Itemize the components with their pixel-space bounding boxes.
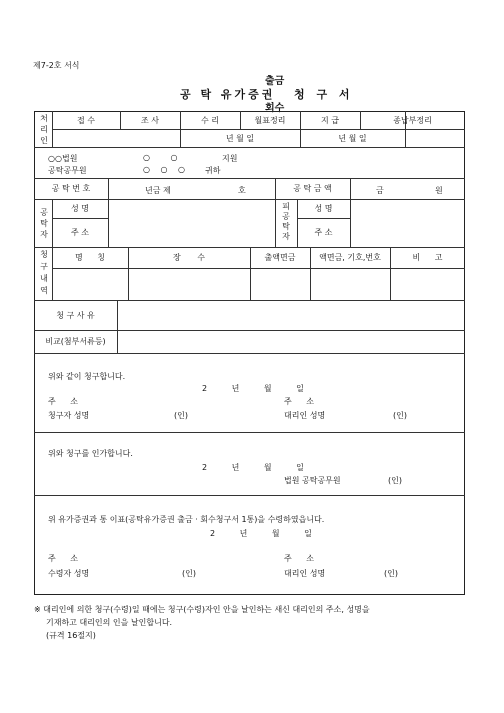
deposit-amount-label: 공 탁 금 액 [293,184,332,193]
footnote-line-3: (규격 16절지) [46,631,96,640]
divider [350,199,351,247]
receiver-agent-seal: (인) [384,569,398,578]
receiver-name-label: 수령자 성명 [48,569,90,578]
depositor-name-label: 성 명 [71,204,89,213]
deposit-number-label: 공 탁 번 호 [51,184,91,193]
branch-label: 지원 [222,154,238,163]
claim-reason-label: 청 구 사 유 [56,310,95,320]
title-main-left: 공 탁 유가증권 [180,88,276,101]
claimant-seal: (인) [174,411,188,420]
deposit-amount-suffix: 원 [435,186,443,195]
divider [117,300,118,353]
footnote [34,603,474,642]
header-receipt: 접 수 [77,115,95,125]
claim-date: 2 년 월 일 [202,384,304,393]
divider [34,432,465,433]
header-inspection: 조 사 [141,115,159,125]
receiver-seal: (인) [182,569,196,578]
deposited-party-address-label: 주 소 [314,228,333,237]
deposit-amount-prefix: 금 [376,186,384,195]
claim-header-remarks: 비 고 [412,253,443,262]
claimant-name-label: 청구자 성명 [48,411,90,420]
claim-header-face-value: 출액면금 [264,253,296,262]
divider [108,178,109,199]
receipt-statement: 위 유가증권과 통 이표(공탁유가증권 출금 · 회수청구서 1통)을 수령하였읍니다. [48,515,325,524]
court-name: ○○법원 [48,154,78,163]
footnote-line-2: 기재하고 대리인의 인을 날인합니다. [46,618,173,627]
claim-header-count: 장 수 [173,253,205,262]
approval-statement: 위와 청구를 인가합니다. [48,449,133,458]
official-label: 공탁공무원 [48,166,87,175]
header-monthly: 월표정리 [254,115,286,125]
processing-side-label: 처 리 인 [40,114,48,145]
receiver-agent-name-label: 대리인 성명 [284,569,326,578]
receipt-date: 2 년 월 일 [210,529,312,538]
divider [34,495,465,496]
title-top: 출금 [265,76,285,87]
divider [275,199,276,247]
receiver-address-label: 주 소 [48,554,78,563]
deposit-number-suffix: 호 [238,186,246,195]
claimant-agent-seal: (인) [393,411,407,420]
title-bottom: 회수 [265,103,285,114]
court-circles: ○ ○ [143,153,178,162]
claim-statement: 위와 같이 청구합니다. [48,372,126,381]
header-final: 종납부정리 [393,115,432,125]
divider [350,178,351,199]
divider [108,199,109,247]
official-circles: ○ ○ ○ [143,165,186,174]
claimant-agent-address-label: 주 소 [284,397,314,406]
approval-date: 2 년 월 일 [202,463,304,472]
claim-header-name: 명 칭 [75,253,105,262]
claimant-address-label: 주 소 [48,397,78,406]
claim-header-symbol: 액면금, 기호,번호 [319,253,381,262]
honorific: 귀하 [205,166,221,175]
claimant-agent-name-label: 대리인 성명 [284,411,326,420]
depositor-side-label: 공 탁 자 [40,208,48,239]
header-payment: 지 급 [321,115,339,125]
claim-details-side-label: 청 구 내 역 [40,250,48,295]
approval-seal: (인) [388,476,402,485]
title-main-right: 청 구 서 [294,88,354,101]
remarks-label: 비교(첨부서류등) [45,337,106,346]
deposit-number-prefix: 년금 제 [145,186,171,195]
footnote-line-1: ※ 대리인에 의한 청구(수령)일 때에는 청구(수령)자인 안을 날인하는 새신 대리인의 주소, 성명을 [34,605,370,614]
form-number: 제7-2호 서식 [33,61,80,70]
receiver-agent-address-label: 주 소 [284,554,314,563]
approval-official-label: 법원 공탁공무원 [284,476,341,485]
divider [34,353,465,354]
header-acceptance: 수 리 [201,115,219,125]
deposited-party-name-label: 성 명 [314,204,333,213]
date-acceptance: 년 월 일 [225,133,255,143]
depositor-address-label: 주 소 [71,228,89,237]
divider [34,147,465,148]
divider [52,268,465,269]
date-payment: 년 월 일 [338,133,367,143]
deposited-party-side-label: 피 공 탁 자 [282,202,290,241]
